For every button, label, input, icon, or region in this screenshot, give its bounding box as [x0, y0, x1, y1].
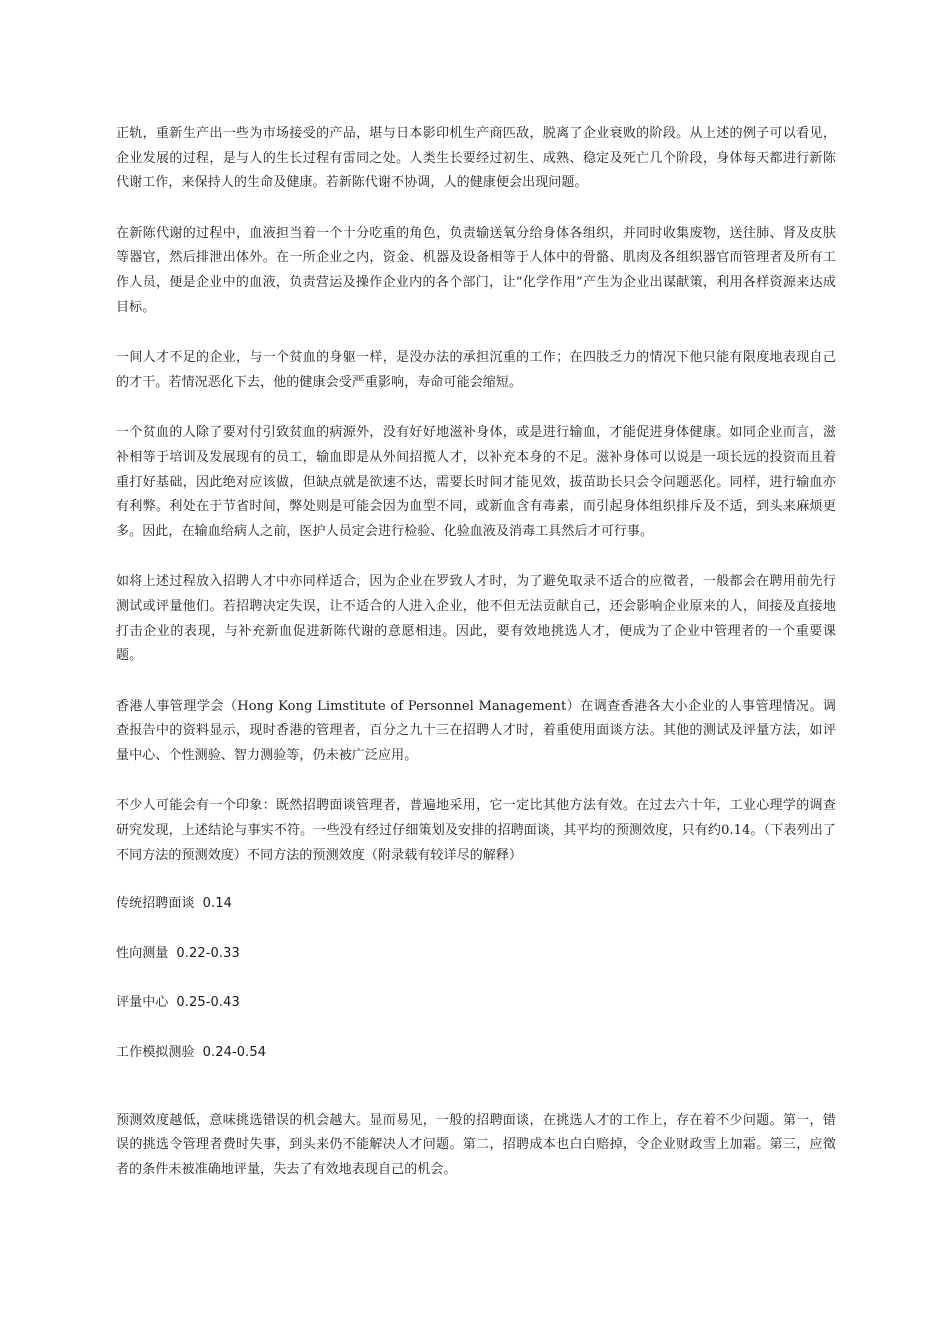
validity-item: [116, 942, 836, 967]
spacer: [116, 1091, 836, 1109]
validity-list: [116, 892, 836, 1065]
validity-item: [116, 991, 836, 1016]
paragraph-2: 在新陈代谢的过程中，血液担当着一个十分吃重的角色，负责输送氧分给身体各组织，并同时收集废物，送往肺、肾及皮肤等器官，然后排泄出体外。在一所企业之内，资金、机器及设备相等于人体中的骨骼、肌肉及各组织器官而管理者及所有工作人员，便是企业中的血液，负责营运及操作企业内的各个部门，让“化学作用”产生为企业出谋献策，利用各样资源来达成目标。: [116, 225, 836, 315]
paragraph-6: 香港人事管理学会（Hong Kong Limstitute of Personnel Management）在调查香港各大小企业的人事管理情况。调查报告中的资料显示，现时香港的管理者，百分之九十三在招聘人才时，着重使用面谈方法。其他的测试及评量方法，如评量中心、个性测验、智力测验等，仍未被广泛应用。: [116, 698, 836, 763]
method-name: 评量中心: [116, 995, 169, 1011]
method-name: 传统招聘面谈: [116, 896, 195, 912]
method-value: 0.22-0.33: [176, 945, 240, 961]
method-name: 性向测量: [116, 945, 169, 961]
validity-item: [116, 892, 836, 917]
paragraph-5: 如将上述过程放入招聘人才中亦同样适合，因为企业在罗致人才时，为了避免取录不适合的应徵者，一般都会在聘用前先行测试或评量他们。若招聘决定失误，让不适合的人进入企业，他不但无法贡献自己，还会影响企业原来的人，间接及直接地打击企业的表现，与补充新血促进新陈代谢的意愿相违。因此，要有效地挑选人才，便成为了企业中管理者的一个重要课题。: [116, 574, 836, 664]
closing-paragraph: 预测效度越低，意味挑选错误的机会越大。显而易见，一般的招聘面谈，在挑选人才的工作上，存在着不少问题。第一，错误的挑选令管理者费时失事，到头来仍不能解决人才问题。第二，招聘成本也白白赔掉，令企业财政雪上加霜。第三，应徵者的条件未被准确地评量，失去了有效地表现自己的机会。: [116, 1112, 836, 1177]
paragraph-3: 一间人才不足的企业，与一个贫血的身躯一样，是没办法的承担沉重的工作；在四肢乏力的情况下他只能有限度地表现自己的才干。若情况恶化下去，他的健康会受严重影响，寿命可能会缩短。: [116, 350, 836, 390]
method-name: 工作模拟测验: [116, 1045, 195, 1061]
method-value: 0.25-0.43: [176, 995, 240, 1011]
paragraph-7: 不少人可能会有一个印象：既然招聘面谈管理者，普遍地采用，它一定比其他方法有效。在过去六十年，工业心理学的调查研究发现，上述结论与事实不符。一些没有经过仔细策划及安排的招聘面谈，其平均的预测效度，只有约0.14。（下表列出了不同方法的预测效度）不同方法的预测效度（附录载有较详尽的解释）: [116, 798, 836, 863]
paragraph-4: 一个贫血的人除了要对付引致贫血的病源外，没有好好地滋补身体，或是进行输血，才能促进身体健康。如同企业而言，滋补相等于培训及发展现有的员工，输血即是从外间招揽人才，以补充本身的不足。滋补身体可以说是一项长远的投资而且着重打好基础，因此绝对应该做，但缺点就是欲速不达，需要长时间才能见效，拔苗助长只会令问题恶化。同样，进行输血亦有利弊。利处在于节省时间，弊处则是可能会因为血型不同，或新血含有毒素，而引起身体组织排斥及不适，到头来麻烦更多。因此，在输血给病人之前，医护人员定会进行检验、化验血液及消毒工具然后才可行事。: [116, 425, 836, 539]
method-value: 0.14: [202, 896, 232, 912]
paragraph-1: 正轨，重新生产出一些为市场接受的产品，堪与日本影印机生产商匹敌，脱离了企业衰败的阶段。从上述的例子可以看见，企业发展的过程，是与人的生长过程有雷同之处。人类生长要经过初生、成熟、稳定及死亡几个阶段，身体每天都进行新陈代谢工作，来保持人的生命及健康。若新陈代谢不协调，人的健康便会出现问题。: [116, 126, 836, 191]
document-page: [116, 122, 836, 1208]
validity-item: [116, 1041, 836, 1066]
method-value: 0.24-0.54: [202, 1045, 267, 1061]
